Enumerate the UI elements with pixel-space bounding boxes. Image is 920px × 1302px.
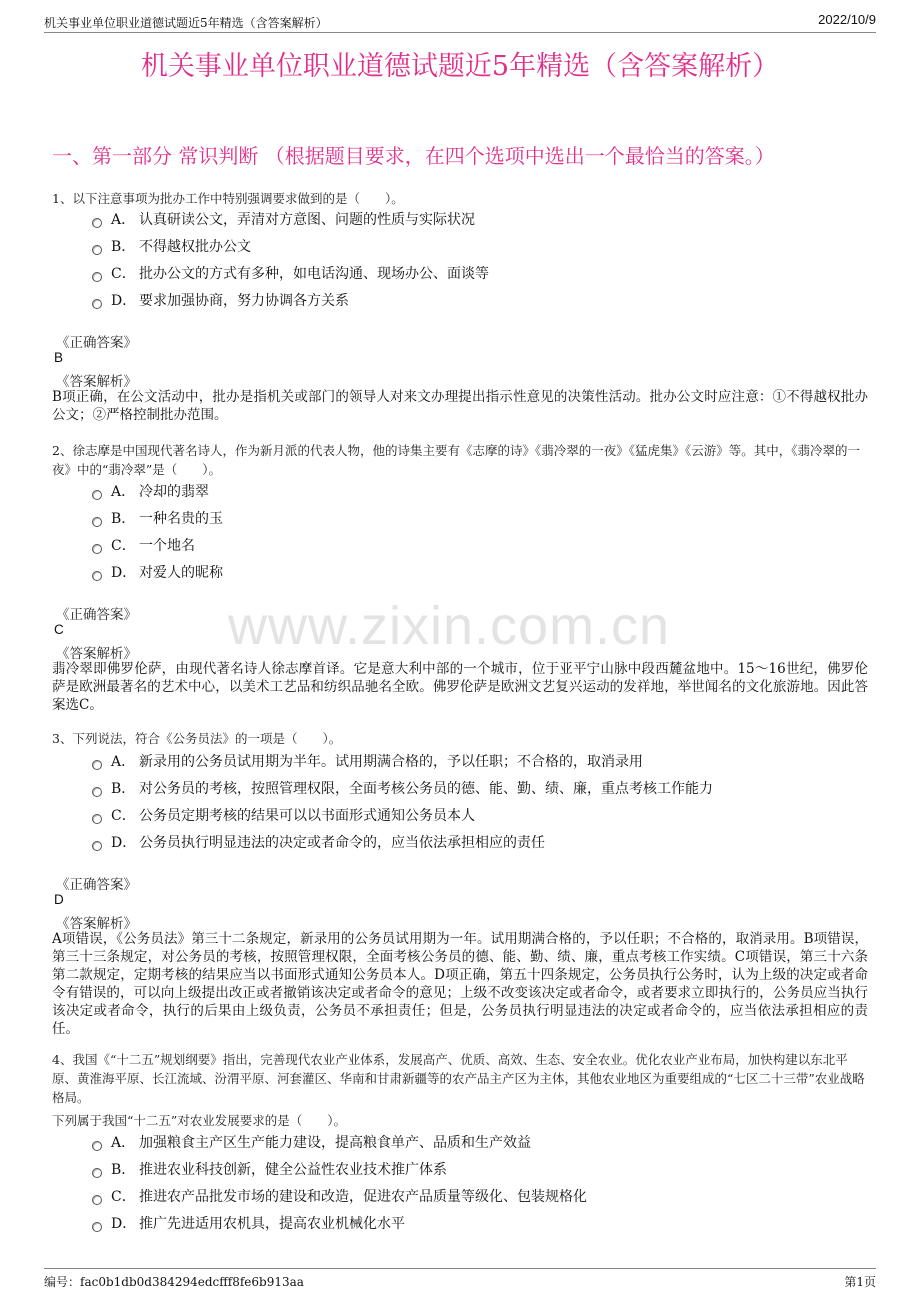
question-stem: 2、徐志摩是中国现代著名诗人，作为新月派的代表人物，他的诗集主要有《志摩的诗》《翡冷翠的一夜》《猛虎集》《云游》等。其中，《翡冷翠的一夜》中的“翡冷翠”是（ ）。 [52, 443, 860, 477]
correct-answer-label: 《正确答案》 [56, 335, 137, 351]
radio-icon[interactable] [92, 272, 102, 282]
option-key: A． [111, 484, 136, 500]
option-row[interactable] [92, 832, 872, 852]
option-key: D． [111, 1216, 137, 1232]
question-stem: 1、以下注意事项为批办工作中特别强调要求做到的是（ ）。 [52, 191, 404, 206]
question-substem: 下列属于我国“十二五”对农业发展要求的是（ ）。 [52, 1113, 347, 1128]
radio-icon[interactable] [92, 245, 102, 255]
option-row[interactable] [92, 481, 872, 501]
option-key: C． [111, 808, 136, 824]
option-text: 一种名贵的玉 [139, 511, 223, 527]
radio-icon[interactable] [92, 490, 102, 500]
option-key: A． [111, 754, 136, 770]
option-row[interactable] [92, 263, 872, 283]
option-key: C． [111, 266, 136, 282]
option-key: B． [111, 781, 136, 797]
option-row[interactable] [92, 1159, 872, 1179]
radio-icon[interactable] [92, 1141, 102, 1151]
option-row[interactable] [92, 236, 872, 256]
option-text: 加强粮食主产区生产能力建设，提高粮食单产、品质和生产效益 [139, 1135, 531, 1151]
question-stem: 4、我国《“十二五”规划纲要》指出，完善现代农业产业体系，发展高产、优质、高效、生态、安全农业。优化农业产业布局，加快构建以东北平原、黄淮海平原、长江流域、汾渭平原、河套灌区、华南和甘肃新疆等的农产品主产区为主体，其他农业地区为重要组成的“七区二十三带”农业战略格局。 [52, 1052, 865, 1105]
radio-icon[interactable] [92, 299, 102, 309]
correct-answer: D [54, 892, 64, 907]
option-text: 公务员定期考核的结果可以以书面形式通知公务员本人 [139, 808, 475, 824]
option-row[interactable] [92, 562, 872, 582]
section-heading: 一、第一部分 常识判断 （根据题目要求，在四个选项中选出一个最恰当的答案。） [52, 144, 775, 168]
option-text: 冷却的翡翠 [139, 484, 209, 500]
option-row[interactable] [92, 209, 872, 229]
option-row[interactable] [92, 290, 872, 310]
explanation-label: 《答案解析》 [56, 374, 137, 390]
explanation-text: A项错误，《公务员法》第三十二条规定，新录用的公务员试用期为一年。试用期满合格的，予以任职；不合格的，取消录用。B项错误，第三十三条规定，对公务员的考核，按照管理权限，全面考核公务员的德、能、勤、绩、廉，重点考核工作实绩。C项错误，第三十六条第二款规定，定期考核的结果应当以书面形式通知公务员本人。D项正确，第五十四条规定，公务员执行公务时，认为上级的决定或者命令有错误的，可以向上级提出改正或者撤销该决定或者命令的意见；上级不改变该决定或者命令，或者要求立即执行的，公务员应当执行该决定或者命令，执行的后果由上级负责，公务员不承担责任；但是，公务员执行明显违法的决定或者命令的，应当依法承担相应的责任。 [52, 931, 868, 1037]
document-title: 机关事业单位职业道德试题近5年精选（含答案解析） [140, 51, 780, 82]
option-text: 推进农产品批发市场的建设和改造，促进农产品质量等级化、包装规格化 [139, 1189, 587, 1205]
option-row[interactable] [92, 751, 872, 771]
option-text: 公务员执行明显违法的决定或者命令的，应当依法承担相应的责任 [139, 835, 545, 851]
radio-icon[interactable] [92, 517, 102, 527]
page-header [44, 10, 876, 33]
option-row[interactable] [92, 805, 872, 825]
explanation-text: B项正确，在公文活动中，批办是指机关或部门的领导人对来文办理提出指示性意见的决策性活动。批办公文时应注意：①不得越权批办公文；②严格控制批办范围。 [52, 389, 868, 423]
option-key: D． [111, 835, 137, 851]
option-text: 一个地名 [139, 538, 195, 554]
option-key: D． [111, 565, 137, 581]
option-text: 推广先进适用农机具，提高农业机械化水平 [139, 1216, 405, 1232]
option-text: 认真研读公文，弄清对方意图、问题的性质与实际状况 [139, 212, 475, 228]
radio-icon[interactable] [92, 571, 102, 581]
radio-icon[interactable] [92, 841, 102, 851]
option-text: 对公务员的考核，按照管理权限，全面考核公务员的德、能、勤、绩、廉，重点考核工作能力 [139, 781, 713, 797]
option-text: 对爱人的昵称 [139, 565, 223, 581]
option-text: 不得越权批办公文 [139, 239, 251, 255]
option-key: A． [111, 212, 136, 228]
option-text: 要求加强协商，努力协调各方关系 [139, 293, 349, 309]
option-row[interactable] [92, 508, 872, 528]
watermark: www.zixin.com.cn [228, 596, 671, 656]
option-key: A． [111, 1135, 136, 1151]
radio-icon[interactable] [92, 1168, 102, 1178]
radio-icon[interactable] [92, 1195, 102, 1205]
option-key: C． [111, 1189, 136, 1205]
explanation-label: 《答案解析》 [56, 916, 137, 932]
radio-icon[interactable] [92, 1222, 102, 1232]
option-row[interactable] [92, 1186, 872, 1206]
header-doc-title: 机关事业单位职业道德试题近5年精选（含答案解析） [44, 16, 328, 30]
radio-icon[interactable] [92, 760, 102, 770]
document-id: 编号：fac0b1db0d384294edcfff8fe6b913aa [44, 1275, 304, 1289]
correct-answer-label: 《正确答案》 [56, 877, 137, 893]
correct-answer-label: 《正确答案》 [56, 607, 137, 623]
option-key: B． [111, 1162, 136, 1178]
option-key: B． [111, 511, 136, 527]
option-text: 推进农业科技创新，健全公益性农业技术推广体系 [139, 1162, 447, 1178]
radio-icon[interactable] [92, 787, 102, 797]
explanation-label: 《答案解析》 [56, 646, 137, 662]
radio-icon[interactable] [92, 544, 102, 554]
correct-answer: B [54, 350, 64, 365]
explanation-text: 翡冷翠即佛罗伦萨，由现代著名诗人徐志摩首译。它是意大利中部的一个城市，位于亚平宁山脉中段西麓盆地中。15～16世纪，佛罗伦萨是欧洲最著名的艺术中心，以美术工艺品和纺织品驰名全欧。佛罗伦萨是欧洲文艺复兴运动的发祥地，举世闻名的文化旅游地。因此答案选C。 [52, 661, 868, 713]
option-key: B． [111, 239, 136, 255]
option-row[interactable] [92, 535, 872, 555]
header-date: 2022/10/9 [818, 12, 876, 27]
option-key: D． [111, 293, 137, 309]
option-key: C． [111, 538, 136, 554]
page-footer [44, 1268, 876, 1293]
option-text: 新录用的公务员试用期为半年。试用期满合格的，予以任职；不合格的，取消录用 [139, 754, 643, 770]
option-text: 批办公文的方式有多种，如电话沟通、现场办公、面谈等 [139, 266, 489, 282]
correct-answer: C [54, 622, 64, 637]
page-number: 第1页 [844, 1275, 876, 1289]
radio-icon[interactable] [92, 814, 102, 824]
question-stem: 3、下列说法，符合《公务员法》的一项是（ ）。 [52, 731, 342, 746]
radio-icon[interactable] [92, 218, 102, 228]
option-row[interactable] [92, 1213, 872, 1233]
option-row[interactable] [92, 1132, 872, 1152]
option-row[interactable] [92, 778, 872, 798]
